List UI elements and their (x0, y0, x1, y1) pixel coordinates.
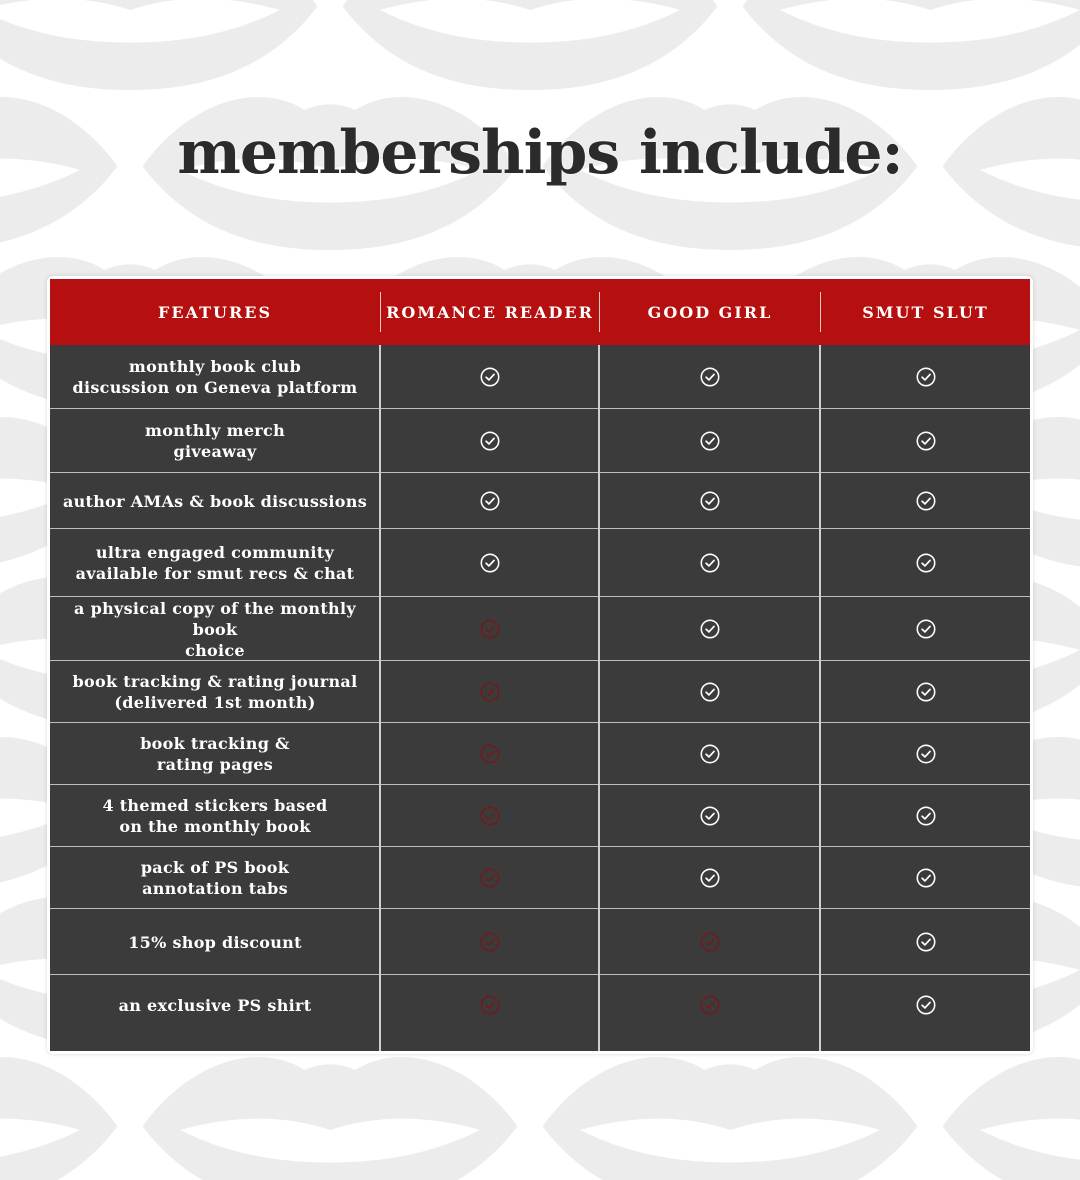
lips-icon (743, 0, 1080, 90)
check-circle-icon (821, 723, 1030, 785)
table-row (50, 597, 1030, 661)
feature-label: monthly book club discussion on Geneva platform (72, 357, 358, 397)
table-row (50, 723, 1030, 785)
table-row (50, 661, 1030, 723)
check-circle-icon (600, 661, 820, 723)
check-circle-icon (821, 345, 1030, 409)
table-row (50, 529, 1030, 597)
lips-icon (0, 0, 318, 90)
check-circle-icon (821, 661, 1030, 723)
check-circle-muted-icon (600, 975, 820, 1035)
check-circle-icon (381, 345, 599, 409)
column-divider (598, 345, 600, 1051)
feature-label: ultra engaged community available for smut recs & chat (75, 543, 355, 583)
feature-label: monthly merch giveaway (144, 421, 286, 461)
lips-icon (343, 0, 718, 90)
check-circle-icon (821, 473, 1030, 529)
feature-label: book tracking & rating pages (140, 734, 290, 774)
column-header-features: FEATURES (158, 302, 272, 322)
check-circle-icon (600, 597, 820, 661)
page-title: memberships include: (177, 118, 903, 188)
check-circle-muted-icon (381, 909, 599, 975)
lips-icon (943, 1057, 1080, 1180)
check-circle-muted-icon (381, 847, 599, 909)
table-row (50, 975, 1030, 1035)
check-circle-icon (821, 597, 1030, 661)
check-circle-icon (600, 473, 820, 529)
check-circle-icon (600, 785, 820, 847)
feature-label: a physical copy of the monthly book choice (74, 598, 356, 660)
lips-icon (143, 1057, 518, 1180)
table-row (50, 345, 1030, 409)
table-row (50, 785, 1030, 847)
table-row (50, 909, 1030, 975)
table-row (50, 847, 1030, 909)
check-circle-icon (381, 409, 599, 473)
check-circle-muted-icon (381, 723, 599, 785)
lips-icon (543, 1057, 918, 1180)
check-circle-icon (821, 409, 1030, 473)
column-header-romance-reader: ROMANCE READER (386, 302, 594, 322)
feature-label: pack of PS book annotation tabs (140, 858, 290, 898)
check-circle-icon (600, 529, 820, 597)
check-circle-icon (821, 909, 1030, 975)
check-circle-icon (821, 529, 1030, 597)
check-circle-muted-icon (381, 785, 599, 847)
check-circle-icon (600, 409, 820, 473)
check-circle-muted-icon (381, 661, 599, 723)
check-circle-icon (600, 723, 820, 785)
check-circle-icon (381, 529, 599, 597)
check-circle-icon (821, 975, 1030, 1035)
feature-label: book tracking & rating journal (delivered 1st month) (72, 672, 358, 712)
feature-label: 4 themed stickers based on the monthly book (102, 796, 328, 836)
feature-label: an exclusive PS shirt (118, 995, 312, 1015)
check-circle-icon (821, 785, 1030, 847)
table-body (50, 345, 1030, 1051)
column-header-smut-slut: SMUT SLUT (862, 302, 989, 322)
feature-label: 15% shop discount (128, 932, 302, 952)
column-divider (819, 345, 821, 1051)
lips-icon (0, 1057, 118, 1180)
column-divider (379, 345, 381, 1051)
table-header (50, 279, 1030, 345)
check-circle-icon (600, 847, 820, 909)
check-circle-muted-icon (600, 909, 820, 975)
membership-comparison-table (47, 276, 1033, 1054)
check-circle-muted-icon (381, 975, 599, 1035)
check-circle-icon (821, 847, 1030, 909)
table-row (50, 473, 1030, 529)
check-circle-icon (600, 345, 820, 409)
table-row (50, 409, 1030, 473)
column-header-good-girl: GOOD GIRL (647, 302, 773, 322)
feature-label: author AMAs & book discussions (62, 491, 368, 511)
check-circle-icon (381, 473, 599, 529)
check-circle-muted-icon (381, 597, 599, 661)
